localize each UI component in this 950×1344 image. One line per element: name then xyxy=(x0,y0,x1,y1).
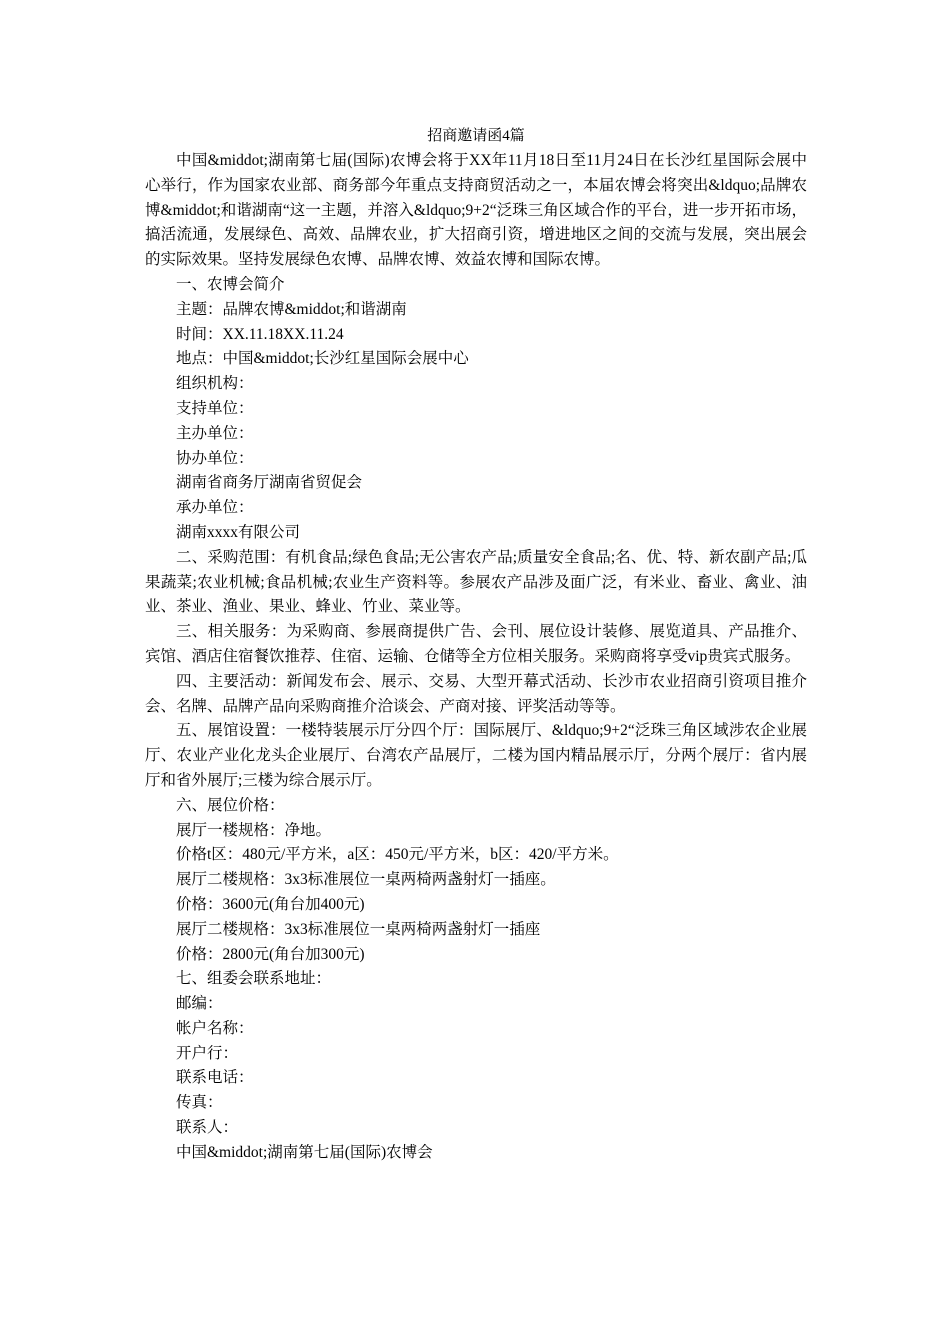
bank-line: 开户行： xyxy=(176,1044,239,1062)
location-line: 地点：中国&middot;长沙红星国际会展中心 xyxy=(176,350,469,368)
hall2-spec-b: 展厅二楼规格：3x3标准展位一桌两椅两盏射灯一插座 xyxy=(176,920,541,938)
document-title: 招商邀请函4篇 xyxy=(427,128,525,144)
supporter-line: 支持单位： xyxy=(176,399,254,417)
section3-paragraph: 三、相关服务：为采购商、参展商提供广告、会刊、展位设计装修、展览道具、产品推介、宾馆、酒店住宿餐饮推荐、住宿、运输、仓储等全方位相关服务。采购商将享受vip贵宾式服务。 xyxy=(145,623,807,665)
section5-paragraph: 五、展馆设置：一楼特装展示厅分四个厅：国际展厅、&ldquo;9+2“泛珠三角区域涉农企业展厅、农业产业化龙头企业展厅、台湾农产品展厅，二楼为国内精品展示厅，分两个展厅：省内展厅和省外展厅;三楼为综合展示厅。 xyxy=(145,722,807,789)
phone-line: 联系电话： xyxy=(176,1069,254,1087)
section1-heading: 一、农博会简介 xyxy=(176,275,285,293)
undertaker-name: 湖南xxxx有限公司 xyxy=(176,523,301,541)
hall1-price: 价格t区：480元/平方米，a区：450元/平方米，b区：420/平方米。 xyxy=(176,846,619,864)
fax-line: 传真： xyxy=(176,1094,223,1112)
organizer-line: 组织机构： xyxy=(176,375,254,393)
hall2-spec-a: 展厅二楼规格：3x3标准展位一桌两椅两盏射灯一插座。 xyxy=(176,871,556,889)
contact-line: 联系人： xyxy=(176,1119,239,1137)
time-line: 时间：XX.11.18XX.11.24 xyxy=(176,325,344,343)
hall2-price-b: 价格：2800元(角台加300元) xyxy=(176,945,365,963)
document-page xyxy=(145,124,807,1166)
host-line: 主办单位： xyxy=(176,424,254,442)
postcode-line: 邮编： xyxy=(176,995,223,1013)
co-organizer-line: 协办单位： xyxy=(176,449,254,467)
section4-paragraph: 四、主要活动：新闻发布会、展示、交易、大型开幕式活动、长沙市农业招商引资项目推介会、名牌、品牌产品向采购商推介洽谈会、产商对接、评奖活动等等。 xyxy=(145,672,807,715)
section6-heading: 六、展位价格： xyxy=(176,796,285,814)
undertaker-line: 承办单位： xyxy=(176,499,254,517)
co-organizer-names: 湖南省商务厅湖南省贸促会 xyxy=(176,474,363,492)
section7-heading: 七、组委会联系地址： xyxy=(176,970,332,988)
intro-paragraph: 中国&middot;湖南第七届(国际)农博会将于XX年11月18日至11月24日在长沙红星国际会展中心举行，作为国家农业部、商务部今年重点支持商贸活动之一，本届农博会将突出&ldquo;品牌农博&middot;和谐湖南“这一主题，并溶入&ldquo;9+2“泛珠三角区域合作的平台，进一步开拓市场，搞活流通，发展绿色、高效、品牌农业，扩大招商引资，增进地区之间的交流与发展，突出展会的实际效果。坚持发展绿色农博、品牌农博、效益农博和国际农博。 xyxy=(145,152,807,269)
theme-line: 主题：品牌农博&middot;和谐湖南 xyxy=(176,300,407,318)
hall1-spec: 展厅一楼规格：净地。 xyxy=(176,821,332,839)
account-name-line: 帐户名称： xyxy=(176,1019,254,1037)
hall2-price-a: 价格：3600元(角台加400元) xyxy=(176,895,365,913)
signature-line: 中国&middot;湖南第七届(国际)农博会 xyxy=(176,1143,433,1161)
section2-paragraph: 二、采购范围：有机食品;绿色食品;无公害农产品;质量安全食品;名、优、特、新农副产品;瓜果蔬菜;农业机械;食品机械;农业生产资料等。参展农产品涉及面广泛，有米业、畜业、禽业、油业、茶业、渔业、果业、蜂业、竹业、菜业等。 xyxy=(145,548,807,616)
